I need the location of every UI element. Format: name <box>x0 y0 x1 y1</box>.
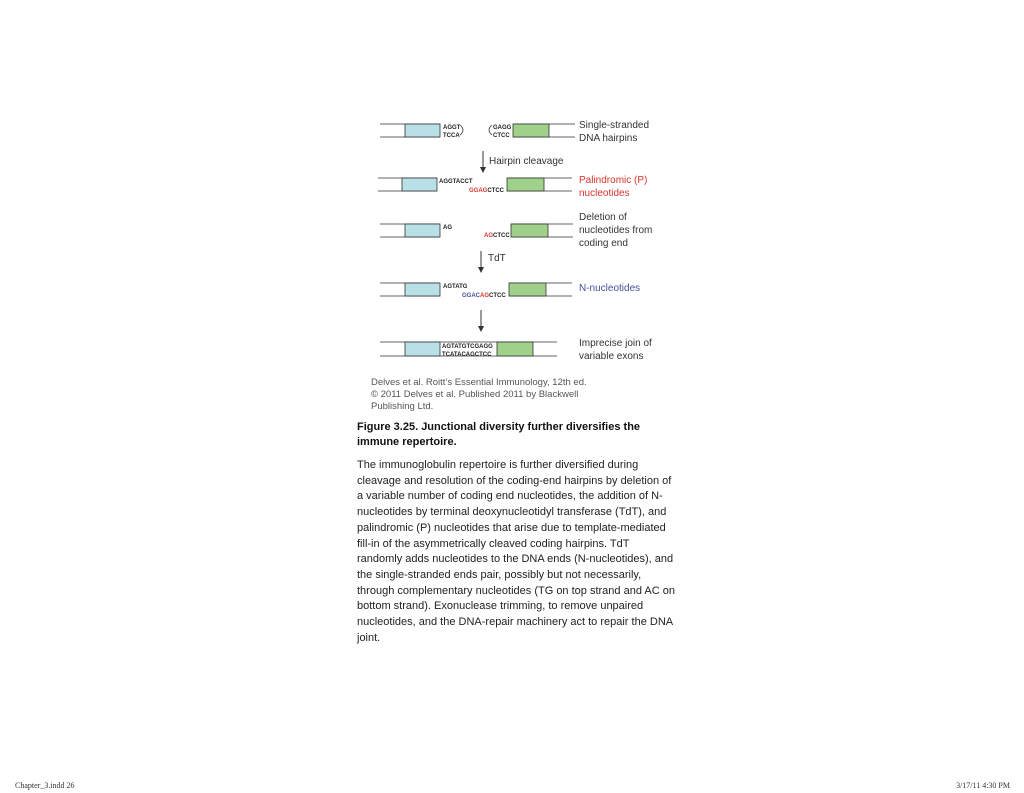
credit-line-3: Publishing Ltd. <box>371 401 434 412</box>
ag-seq: AG <box>480 293 489 299</box>
hairpin-cleavage-label: Hairpin cleavage <box>489 156 564 167</box>
deletion-label-line1: Deletion of <box>579 212 627 223</box>
step-imprecise-join <box>380 338 652 362</box>
top-strand-seq: AGGTACCT <box>439 179 473 185</box>
ag-seq: AG <box>484 233 493 239</box>
ctcc-seq: CTCC <box>493 233 510 239</box>
arrow-tdt <box>478 251 506 273</box>
right-top-strand-seq: GAGG <box>493 125 512 131</box>
top-strand-seq: AGGT <box>443 125 461 131</box>
hairpin-loop-left <box>460 125 463 135</box>
step-deletion <box>380 212 652 249</box>
deletion-label-line2: nucleotides from <box>579 225 653 236</box>
left-coding-segment <box>405 342 440 356</box>
hairpin-label-line2: DNA hairpins <box>579 133 638 144</box>
left-coding-segment <box>405 283 440 296</box>
figure-credit <box>371 377 671 413</box>
palindromic-label-line1: Palindromic (P) <box>579 175 648 186</box>
right-coding-segment <box>497 342 533 356</box>
bottom-strand-seq: TCCA <box>443 133 460 139</box>
p-nucleotides-seq: GGAG <box>469 188 488 194</box>
deletion-label-line3: coding end <box>579 238 628 249</box>
bottom-strand-seq: TCATACAGCTCC <box>442 352 492 358</box>
bottom-strand-seq <box>484 233 510 239</box>
figure-caption-body: The immunoglobulin repertoire is further diversified during cleavage and resolution of the coding-end hairpins by deletion of a variable number of coding end nucleotides, the addition of N-nucleotides by terminal deoxynucleotidyl transferase (TdT), and palindromic (P) nucleotides that arise due to template-mediated fill-in of the asymmetrically cleaved coding hairpins. TdT randomly adds nucleotides to the DNA ends (N-nucleotides), and the single-stranded ends pair, possibly but not necessarily, through complementary nucleotides (TG on top strand and AC on bottom strand). Exonuclease trimming, to remove unpaired nucleotides, and the DNA-repair machinery act to repair the DNA joint. <box>357 459 675 644</box>
right-bottom-strand-seq: CTCC <box>493 133 510 139</box>
bottom-strand-seq <box>462 293 506 299</box>
footer-filename: Chapter_3.indd 26 <box>15 781 75 790</box>
arrow-join <box>478 310 484 332</box>
arrow-hairpin-cleavage <box>480 151 564 173</box>
left-coding-segment <box>402 178 437 191</box>
footer-timestamp: 3/17/11 4:30 PM <box>956 781 1010 790</box>
figure-caption-title: Figure 3.25. Junctional diversity further diversifies the immune repertoire. <box>357 421 641 448</box>
n-nucleotides-label: N-nucleotides <box>579 283 641 294</box>
right-coding-segment <box>513 124 549 137</box>
step-hairpins <box>380 120 649 144</box>
top-strand-seq: AG <box>443 225 452 231</box>
top-strand-seq: AGTATGTCGAGG <box>442 344 493 350</box>
bottom-strand-seq <box>469 188 505 194</box>
ctcc-seq: CTCC <box>489 293 506 299</box>
n-seq: GGAC <box>462 293 480 299</box>
ctcc-seq: CTCC <box>487 188 505 194</box>
left-coding-segment <box>405 224 440 237</box>
right-coding-segment <box>509 283 546 296</box>
tdt-label: TdT <box>488 253 506 264</box>
step-n-nucleotides <box>380 283 640 299</box>
top-strand-seq: AGTATG <box>443 284 468 290</box>
imprecise-join-label-line2: variable exons <box>579 351 644 362</box>
right-coding-segment <box>511 224 548 237</box>
imprecise-join-label-line1: Imprecise join of <box>579 338 652 349</box>
credit-line-1: Delves et al. Roitt’s Essential Immunology, 12th ed. <box>371 377 587 388</box>
left-coding-segment <box>405 124 440 137</box>
hairpin-loop-right <box>489 125 492 135</box>
step-palindromic <box>378 175 647 199</box>
hairpin-label-line1: Single-stranded <box>579 120 650 131</box>
credit-line-2: © 2011 Delves et al. Published 2011 by Blackwell <box>371 389 579 400</box>
right-coding-segment <box>507 178 544 191</box>
palindromic-label-line2: nucleotides <box>579 188 630 199</box>
